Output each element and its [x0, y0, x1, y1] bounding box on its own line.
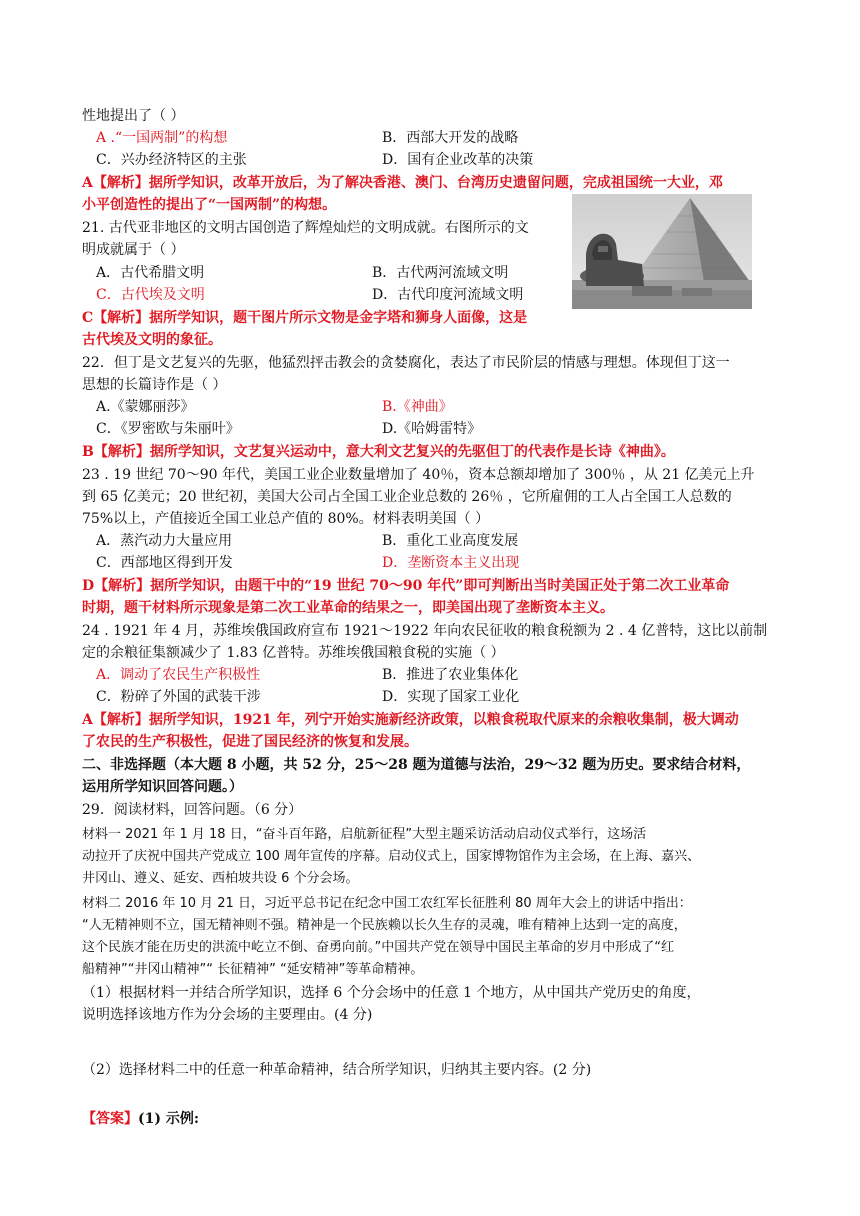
q23-option-a: A．蒸汽动力大量应用 [96, 533, 233, 549]
q23-option-c: C．西部地区得到开发 [96, 555, 233, 571]
q29-material2-line2: “人无精神则不立，国无精神则不强。精神是一个民族赖以长久生存的灵魂，唯有精神上达到一定的高度， [82, 918, 687, 933]
q23-stem-line3: 75%以上，产值接近全国工业总产值的 80%。材料表明美国（ ） [82, 511, 490, 527]
pyramid-sphinx-icon [572, 194, 752, 309]
q29-material2-line4: 船精神”“井冈山精神”“ 长征精神” “延安精神”等革命精神。 [82, 962, 424, 977]
q23-option-d: D．垄断资本主义出现 [382, 555, 520, 571]
pyramid-sphinx-photo [572, 194, 752, 309]
q29-material1-line2: 动拉开了庆祝中国共产党成立 100 周年宣传的序幕。启动仪式上，国家博物馆作为主会场，在上海、嘉兴、 [82, 849, 701, 864]
q29-material1-line3: 井冈山、遵义、延安、西柏坡共设 6 个分会场。 [82, 871, 359, 886]
q21-option-d: D．古代印度河流域文明 [372, 287, 524, 303]
q21-option-b: B．古代两河流域文明 [372, 265, 509, 281]
q24-stem-line1: 24 . 1921 年 4 月，苏维埃俄国政府宣布 1921～1922 年向农民征收的粮食税额为 2 . 4 亿普特，这比以前制 [82, 623, 768, 639]
q22-option-b: B.《神曲》 [382, 399, 453, 415]
q20-option-c: C．兴办经济特区的主张 [96, 152, 247, 168]
q24-analysis-line1: A【解析】据所学知识，1921 年，列宁开始实施新经济政策，以粮食税取代原来的余粮收集制，极大调动 [82, 712, 739, 728]
q23-stem-line1: 23 . 19 世纪 70～90 年代，美国工业企业数量增加了 40％，资本总额却增加了 300％ ，从 21 亿美元上升 [82, 467, 755, 483]
q20-option-a: A .“一国两制”的构想 [96, 130, 228, 146]
q23-option-b: B．重化工业高度发展 [382, 533, 519, 549]
section2-heading-line1: 二、非选择题（本大题 8 小题，共 52 分，25～28 题为道德与法治，29～32 题为历史。要求结合材料， [82, 757, 751, 773]
q29-material2-line3: 这个民族才能在历史的洪流中屹立不倒、奋勇向前。”中国共产党在领导中国民主革命的岁月中形成了“红 [82, 940, 674, 955]
q23-analysis-line1: D【解析】据所学知识，由题干中的“19 世纪 70～90 年代”即可判断出当时美国正处于第二次工业革命 [82, 578, 730, 594]
q29-material2-line1: 材料二 2016 年 10 月 21 日，习近平总书记在纪念中国工农红军长征胜利 80 周年大会上的讲话中指出： [82, 896, 692, 911]
q21-option-a: A．古代希腊文明 [96, 265, 205, 281]
q24-stem-line2: 定的余粮征集额减少了 1.83 亿普特。苏维埃俄国粮食税的实施（ ） [82, 645, 505, 661]
q29-material1-line1: 材料一 2021 年 1 月 18 日，“奋斗百年路，启航新征程”大型主题采访活动启动仪式举行，这场活 [82, 827, 647, 842]
q24-option-b: B．推进了农业集体化 [382, 667, 519, 683]
q29-answer [82, 1109, 199, 1129]
q23-stem-line2: 到 65 亿美元；20 世纪初，美国大公司占全国工业企业总数的 26％ ，它所雇佣的工人占全国工人总数的 [82, 489, 732, 505]
q21-analysis-line2: 古代埃及文明的象征。 [82, 332, 222, 348]
q22-option-d: D.《哈姆雷特》 [382, 421, 482, 437]
q22-option-c: C．《罗密欧与朱丽叶》 [96, 421, 240, 437]
answer-tag: 【答案】 [82, 1111, 138, 1127]
q24-option-a: A．调动了农民生产积极性 [96, 667, 261, 683]
section2-heading-line2: 运用所学知识回答问题。） [82, 779, 243, 795]
q20-stem-tail: 性地提出了（ ） [82, 108, 185, 124]
q20-option-b: B．西部大开发的战略 [382, 130, 519, 146]
q21-analysis-line1: C【解析】据所学知识，题干图片所示文物是金字塔和狮身人面像，这是 [82, 310, 528, 326]
q29-subquestion2: （2）选择材料二中的任意一种革命精神，结合所学知识，归纳其主要内容。(2 分) [82, 1062, 592, 1078]
answer-text: (1) 示例: [138, 1111, 200, 1127]
q20-analysis-line2: 小平创造性的提出了“一国两制”的构想。 [82, 197, 337, 213]
q24-option-d: D．实现了国家工业化 [382, 689, 520, 705]
q24-option-c: C．粉碎了外国的武装干涉 [96, 689, 261, 705]
q21-stem-line1: 21. 古代亚非地区的文明古国创造了辉煌灿烂的文明成就。右图所示的文 [82, 220, 529, 236]
q29-subquestion1-line2: 说明选择该地方作为分会场的主要理由。(4 分) [82, 1007, 373, 1023]
q22-analysis-line1: B【解析】据所学知识，文艺复兴运动中，意大利文艺复兴的先驱但丁的代表作是长诗《神曲》。 [82, 444, 675, 460]
q29-subquestion1-line1: （1）根据材料一并结合所学知识，选择 6 个分会场中的任意 1 个地方，从中国共产党历史的角度， [82, 985, 701, 1001]
q21-option-c: C．古代埃及文明 [96, 287, 205, 303]
q23-analysis-line2: 时期，题干材料所示现象是第二次工业革命的结果之一，即美国出现了垄断资本主义。 [82, 600, 614, 616]
q20-option-d: D．国有企业改革的决策 [382, 152, 534, 168]
q24-analysis-line2: 了农民的生产积极性，促进了国民经济的恢复和发展。 [82, 734, 418, 750]
q29-title: 29．阅读材料，回答问题。（6 分） [82, 802, 303, 818]
q21-stem-line2: 明成就属于（ ） [82, 242, 185, 258]
q22-stem-line1: 22．但丁是文艺复兴的先驱，他猛烈抨击教会的贪婪腐化，表达了市民阶层的情感与理想。体现但丁这一 [82, 355, 730, 371]
q20-analysis-line1: A【解析】据所学知识，改革开放后，为了解决香港、澳门、台湾历史遗留问题，完成祖国统一大业，邓 [82, 175, 723, 191]
q22-option-a: A.《蒙娜丽莎》 [96, 399, 195, 415]
q22-stem-line2: 思想的长篇诗作是（ ） [82, 377, 227, 393]
